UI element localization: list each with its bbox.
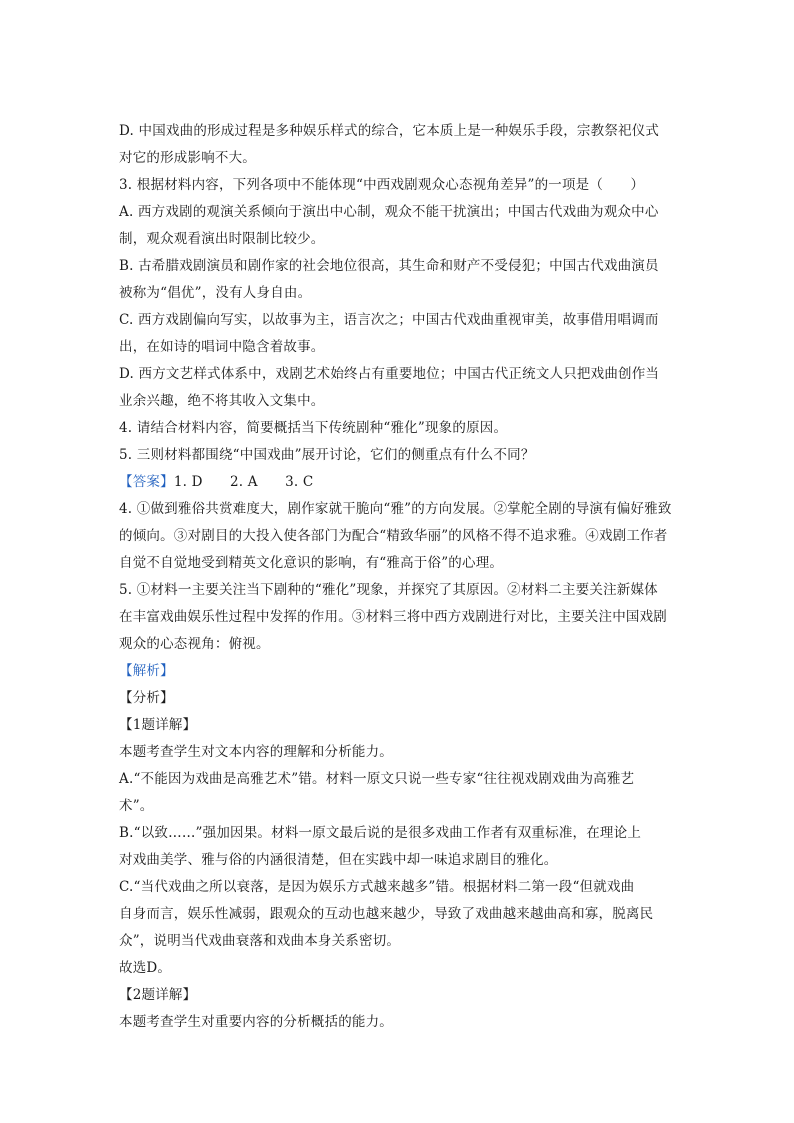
text-line: 被称为“倡优”，没有人身自由。 <box>119 285 312 301</box>
question-5: 5. 三则材料都围绕“中国戏曲”展开讨论，它们的侧重点有什么不同？ <box>119 447 535 463</box>
analysis-line: A.“不能因为戏曲是高雅艺术”错。材料一原文只说一些专家“往往视戏剧戏曲为高雅艺 <box>119 771 635 787</box>
analysis-line: 本题考查学生对重要内容的分析概括的能力。 <box>119 1014 393 1030</box>
answer-text-line: 观众的心态视角：俯视。 <box>119 636 270 652</box>
question-3: 3. 根据材料内容，下列各项中不能体现“中西戏剧观众心态视角差异”的一项是（ ） <box>119 177 645 193</box>
document-body <box>119 118 679 1036</box>
analysis-heading: 【分析】 <box>119 690 174 706</box>
answer-text-line: 自觉不自觉地受到精英文化意识的影响，有“雅高于俗”的心理。 <box>119 555 504 571</box>
answer-tag: 【答案】 <box>119 474 174 490</box>
analysis-tag: 【解析】 <box>119 663 174 679</box>
text-line: 出，在如诗的唱词中隐含着故事。 <box>119 339 325 355</box>
answer-line <box>119 469 679 496</box>
analysis-line: C.“当代戏曲之所以衰落，是因为娱乐方式越来越多”错。根据材料二第一段“但就戏曲 <box>119 879 635 895</box>
answer-text-line: 的倾向。③对剧目的大投入使各部门为配合“精致华丽”的风格不得不追求雅。④戏剧工作者 <box>119 528 668 544</box>
option-a: A. 西方戏剧的观演关系倾向于演出中心制，观众不能干扰演出；中国古代戏曲为观众中心 <box>119 204 659 220</box>
analysis-heading: 【2题详解】 <box>119 987 197 1003</box>
analysis-line: 本题考查学生对文本内容的理解和分析能力。 <box>119 744 393 760</box>
option-c: C. 西方戏剧偏向写实，以故事为主，语言次之；中国古代戏曲重视审美，故事借用唱调而 <box>119 312 659 328</box>
text-line: D. 中国戏曲的形成过程是多种娱乐样式的综合，它本质上是一种娱乐手段，宗教祭祀仪式 <box>119 123 660 139</box>
answer-choices: 1. D 2. A 3. C <box>173 474 314 490</box>
text-line: 对它的形成影响不大。 <box>119 150 256 166</box>
analysis-line: 术”。 <box>119 798 154 814</box>
analysis-line: B.“以致……”强加因果。材料一原文最后说的是很多戏曲工作者有双重标准，在理论上 <box>119 825 642 841</box>
answer-text-line: 在丰富戏曲娱乐性过程中发挥的作用。③材料三将中西方戏剧进行对比，主要关注中国戏剧 <box>119 609 667 625</box>
question-4: 4. 请结合材料内容，简要概括当下传统剧种“雅化”现象的原因。 <box>119 420 508 436</box>
answer-text-line: 5. ①材料一主要关注当下剧种的“雅化”现象，并探究了其原因。②材料二主要关注新媒体 <box>119 582 658 598</box>
analysis-line: 对戏曲美学、雅与俗的内涵很清楚，但在实践中却一味追求剧目的雅化。 <box>119 852 558 868</box>
answer-text-line: 4. ①做到雅俗共赏难度大，剧作家就干脆向“雅”的方向发展。②掌舵全剧的导演有偏好雅致 <box>119 501 672 517</box>
text-line: 业余兴趣，绝不将其收入文集中。 <box>119 393 325 409</box>
option-d: D. 西方文艺样式体系中，戏剧艺术始终占有重要地位；中国古代正统文人只把戏曲创作当 <box>119 366 660 382</box>
analysis-heading: 【1题详解】 <box>119 717 197 733</box>
analysis-line: 众”，说明当代戏曲衰落和戏曲本身关系密切。 <box>119 933 401 949</box>
text-line: 制，观众观看演出时限制比较少。 <box>119 231 325 247</box>
option-b: B. 古希腊戏剧演员和剧作家的社会地位很高，其生命和财产不受侵犯；中国古代戏曲演员 <box>119 258 659 274</box>
analysis-line: 自身而言，娱乐性减弱，跟观众的互动也越来越少，导致了戏曲越来越曲高和寡，脱离民 <box>119 906 654 922</box>
analysis-line: 故选D。 <box>119 960 172 976</box>
